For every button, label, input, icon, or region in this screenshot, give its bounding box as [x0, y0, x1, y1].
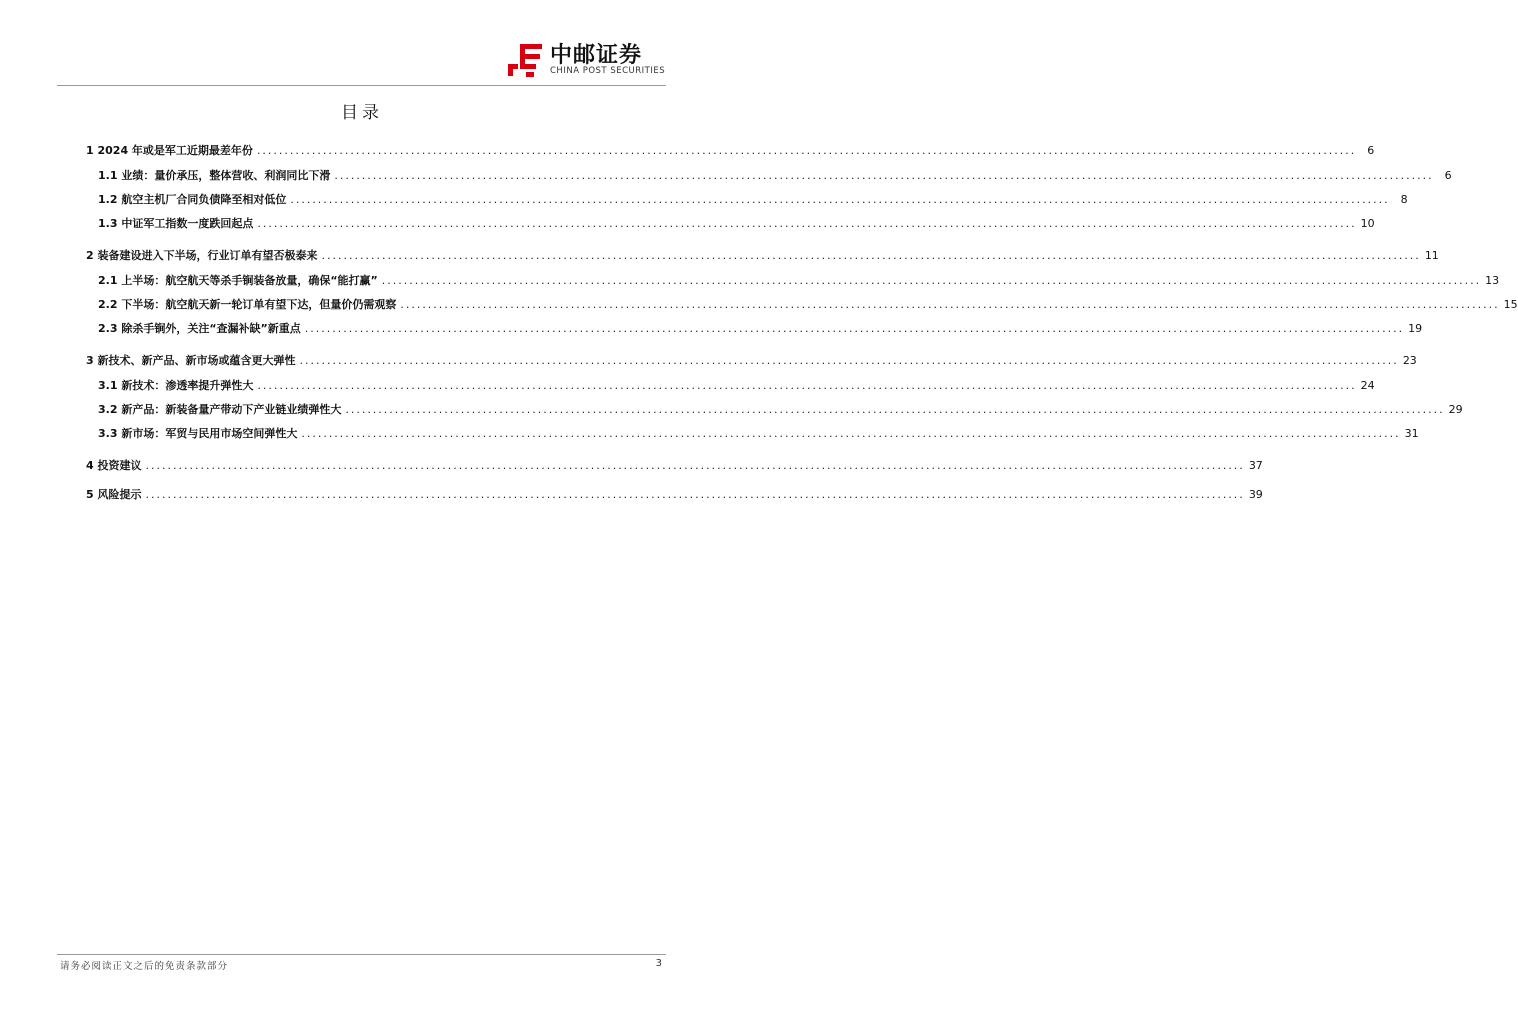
toc-entry-label: 2.1 上半场：航空航天等杀手锏装备放量，确保“能打赢”: [98, 274, 378, 287]
toc-entry-page: 29: [1448, 403, 1463, 416]
toc-entry[interactable]: [0, 484, 1263, 502]
toc-entry-page: 15: [1503, 298, 1518, 311]
toc-leader-dots: ........................................................................................................................................................................................................: [400, 298, 1500, 311]
toc-entry[interactable]: [0, 350, 1417, 368]
toc-leader-dots: ........................................................................................................................................................................................................: [301, 427, 1401, 440]
toc-leader-dots: ........................................................................................................................................................................................................: [256, 144, 1357, 157]
toc-leader-dots: ........................................................................................................................................................................................................: [257, 379, 1357, 392]
toc-leader-dots: ........................................................................................................................................................................................................: [381, 274, 1482, 287]
footer-disclaimer: 请务必阅读正文之后的免责条款部分: [60, 961, 229, 972]
toc-entry[interactable]: [0, 399, 1463, 417]
toc-title: 目录: [341, 103, 383, 123]
toc-entry[interactable]: [0, 294, 1518, 312]
toc-leader-dots: ........................................................................................................................................................................................................: [299, 354, 1399, 367]
header-divider: [57, 85, 666, 86]
china-post-logo-icon: [506, 40, 546, 80]
toc-entry[interactable]: [0, 375, 1375, 393]
toc-entry-page: 11: [1424, 249, 1439, 262]
toc-leader-dots: ........................................................................................................................................................................................................: [145, 459, 1245, 472]
toc-entry-label: 5 风险提示: [86, 488, 142, 501]
toc-leader-dots: ........................................................................................................................................................................................................: [345, 403, 1445, 416]
logo-english-text: CHINA POST SECURITIES: [550, 66, 666, 76]
footer-divider: [57, 954, 666, 955]
page-header: [0, 0, 724, 86]
toc-entry[interactable]: [0, 165, 1452, 183]
toc-entry-label: 1 2024 年或是军工近期最差年份: [86, 144, 253, 157]
toc-entry-page: 10: [1360, 217, 1375, 230]
toc-entry[interactable]: [0, 455, 1263, 473]
toc-entry-label: 3 新技术、新产品、新市场或蕴含更大弹性: [86, 354, 296, 367]
toc-entry[interactable]: [0, 423, 1419, 441]
toc-entry-label: 1.3 中证军工指数一度跌回起点: [98, 217, 254, 230]
toc-entry-label: 2 装备建设进入下半场，行业订单有望否极泰来: [86, 249, 318, 262]
toc-leader-dots: ........................................................................................................................................................................................................: [145, 488, 1245, 501]
toc-entry-label: 3.2 新产品：新装备量产带动下产业链业绩弹性大: [98, 403, 342, 416]
toc-leader-dots: ........................................................................................................................................................................................................: [304, 322, 1405, 335]
toc-entry-label: 1.2 航空主机厂合同负债降至相对低位: [98, 193, 287, 206]
toc-entry-page: 19: [1408, 322, 1423, 335]
footer-page-number: 3: [655, 958, 662, 969]
toc-entry-label: 3.3 新市场：军贸与民用市场空间弹性大: [98, 427, 298, 440]
toc-leader-dots: ........................................................................................................................................................................................................: [334, 169, 1434, 182]
toc-entry-page: 6: [1367, 144, 1375, 157]
toc-entry-page: 8: [1400, 193, 1408, 206]
toc-leader-dots: ........................................................................................................................................................................................................: [290, 193, 1390, 206]
toc-entry-label: 1.1 业绩：量价承压，整体营收、利润同比下滑: [98, 169, 331, 182]
toc-entry-page: 37: [1248, 459, 1263, 472]
toc-entry[interactable]: [0, 245, 1439, 263]
toc-entry-label: 4 投资建议: [86, 459, 142, 472]
toc-entry-page: 6: [1444, 169, 1452, 182]
toc-entry-page: 39: [1248, 488, 1263, 501]
toc-entry-label: 2.2 下半场：航空航天新一轮订单有望下达，但量价仍需观察: [98, 298, 397, 311]
toc-leader-dots: ........................................................................................................................................................................................................: [321, 249, 1421, 262]
toc-entry[interactable]: [0, 189, 1408, 207]
toc-entry-label: 2.3 除杀手锏外，关注“查漏补缺”新重点: [98, 322, 301, 335]
toc-entry-page: 23: [1402, 354, 1417, 367]
toc-leader-dots: ........................................................................................................................................................................................................: [257, 217, 1357, 230]
toc-entry-page: 24: [1360, 379, 1375, 392]
toc-entry-page: 13: [1485, 274, 1500, 287]
logo-chinese-text: 中邮证券: [550, 43, 643, 68]
toc-entry-page: 31: [1404, 427, 1419, 440]
toc-entry[interactable]: [0, 318, 1423, 336]
toc-entry[interactable]: [0, 140, 1375, 158]
company-logo: [506, 40, 666, 82]
toc-entry[interactable]: [0, 213, 1375, 231]
toc-entry-label: 3.1 新技术：渗透率提升弹性大: [98, 379, 254, 392]
toc-entry[interactable]: [0, 270, 1500, 288]
